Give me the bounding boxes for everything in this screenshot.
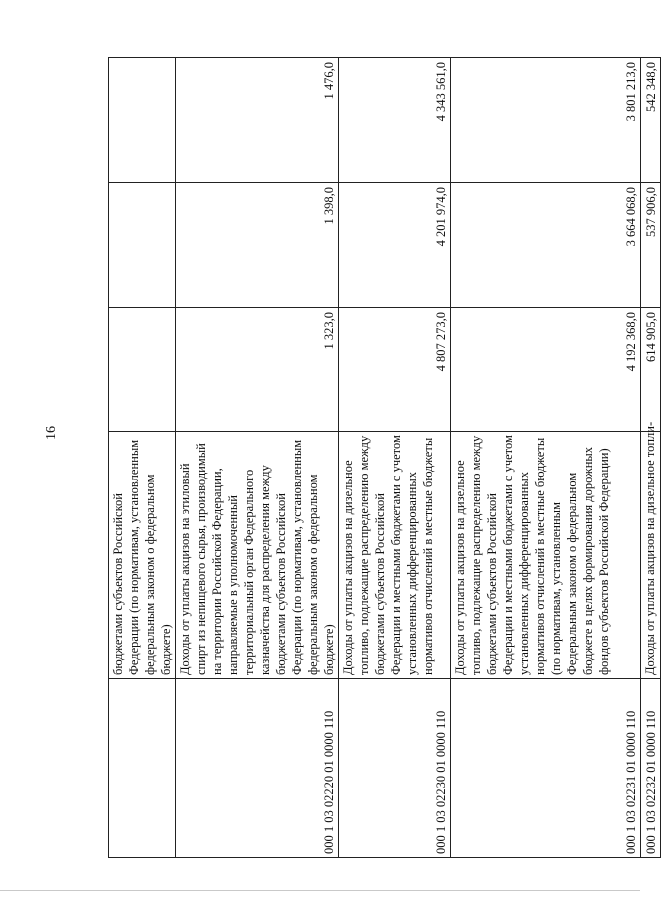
value-cell-1: 4 192 368,0 (451, 308, 641, 432)
value-cell-1: 1 323,0 (176, 308, 339, 432)
budget-code-cell: 000 1 03 02231 01 0000 110 (451, 679, 641, 858)
table-row (339, 58, 451, 858)
value-cell-1: 4 807 273,0 (339, 308, 451, 432)
value-cell-2: 1 398,0 (176, 183, 339, 308)
description-cell: Доходы от уплаты акцизов на дизельное топли- (641, 432, 661, 679)
value-cell-1: 614 905,0 (641, 308, 661, 432)
table-row (641, 58, 661, 858)
value-cell-3: 542 348,0 (641, 58, 661, 183)
budget-code-cell: 000 1 03 02220 01 0000 110 (176, 679, 339, 858)
description-cell: Доходы от уплаты акцизов на этиловый спирт из непищевого сырья, производимый на территории Российской Федерации, направляемые в уполномоченный территориальный орган Федерального казначейства для распределения между бюджетами субъектов Российской Федерации (по нормативам, установленным федеральным законом о федеральном бюджете) (176, 432, 339, 679)
description-cell: бюджетами субъектов Российской Федерации (по нормативам, установленным федеральным законом о федеральном бюджете) (109, 432, 176, 679)
value-cell-1 (109, 308, 176, 432)
value-cell-2: 4 201 974,0 (339, 183, 451, 308)
description-cell: Доходы от уплаты акцизов на дизельное топливо, подлежащие распределению между бюджетами субъектов Российской Федерации и местными бюджетами с учетом установленных дифференцированных нормативов отчислений в местные бюджеты (339, 432, 451, 679)
value-cell-3 (109, 58, 176, 183)
value-cell-2: 537 906,0 (641, 183, 661, 308)
value-cell-2: 3 664 068,0 (451, 183, 641, 308)
budget-code-cell (109, 679, 176, 858)
value-cell-2 (109, 183, 176, 308)
description-cell: Доходы от уплаты акцизов на дизельное топливо, подлежащие распределению между бюджетами субъектов Российской Федерации и местными бюджетами с учетом установленных дифференцированных нормативов отчислений в местные бюджеты (по нормативам, установленным Федеральным законом о федеральном бюджете в целях формирования дорожных фондов субъектов Российской Федерации) (451, 432, 641, 679)
value-cell-3: 1 476,0 (176, 58, 339, 183)
budget-code-cell: 000 1 03 02230 01 0000 110 (339, 679, 451, 858)
budget-code-cell: 000 1 03 02232 01 0000 110 (641, 679, 661, 858)
table-row (176, 58, 339, 858)
value-cell-3: 3 801 213,0 (451, 58, 641, 183)
value-cell-3: 4 343 561,0 (339, 58, 451, 183)
table-row (109, 58, 176, 858)
page-number: 16 (44, 426, 59, 440)
revenue-table (108, 57, 661, 858)
page-bottom-edge (0, 890, 640, 891)
rotated-table-container (108, 58, 658, 858)
table-row (451, 58, 641, 858)
